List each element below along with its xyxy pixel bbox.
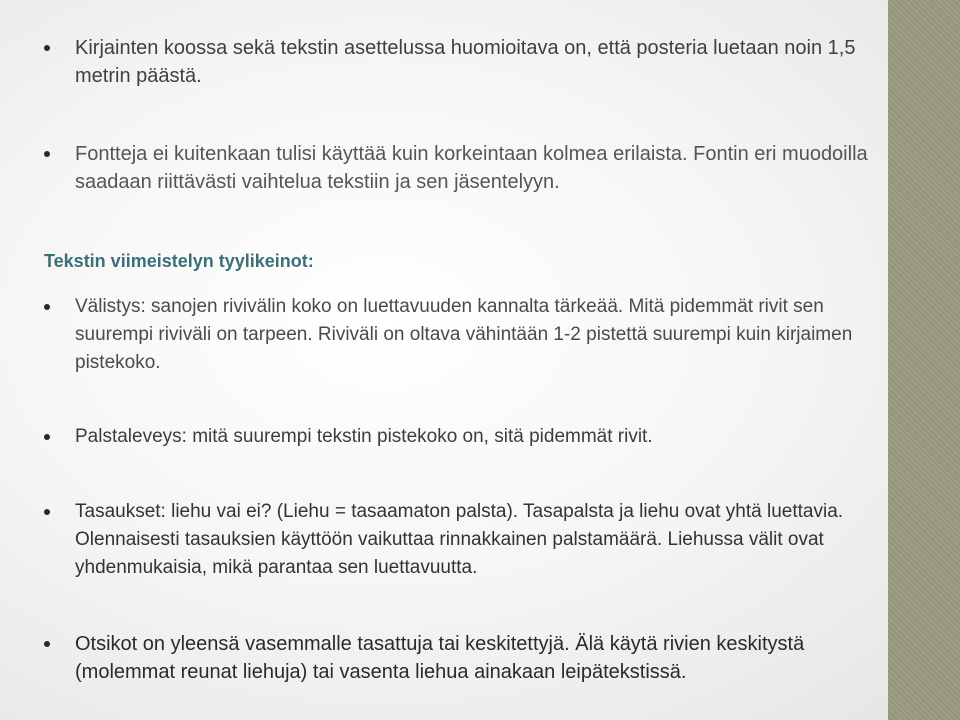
bullet-dot-icon (44, 304, 50, 310)
bullet-item-alignment (44, 498, 874, 582)
bullet-dot-icon (44, 151, 50, 157)
bullet-dot-icon (44, 434, 50, 440)
bullet-text: Välistys: sanojen rivivälin koko on luettavuuden kannalta tärkeää. Mitä pidemmät rivit sen suurempi riviväli on tarpeen. Riviväli on oltava vähintään 1-2 pistettä suurempi kuin kirjaimen pistekoko. (75, 296, 853, 373)
bullet-item-fonts (44, 140, 874, 196)
bullet-item-spacing (44, 293, 874, 377)
bullet-text: Tasaukset: liehu vai ei? (Liehu = tasaamaton palsta). Tasapalsta ja liehu ovat yhtä luettavia. Olennaisesti tasauksien käyttöön vaikuttaa rinnakkainen palstamäärä. Liehussa välit ovat yhdenmukaisia, mikä parantaa sen luettavuutta. (75, 501, 844, 578)
bullet-text: Fontteja ei kuitenkaan tulisi käyttää kuin korkeintaan kolmea erilaista. Fontin eri muodoilla saadaan riittävästi vaihtelua tekstiin ja sen jäsentelyyn. (75, 143, 868, 193)
bullet-dot-icon (44, 509, 50, 515)
section-heading: Tekstin viimeistelyn tyylikeinot: (44, 251, 314, 271)
bullet-text: Otsikot on yleensä vasemmalle tasattuja tai keskitettyjä. Älä käytä rivien keskitystä (molemmat reunat liehuja) tai vasenta liehua ainakaan leipätekstissä. (75, 633, 805, 683)
bullet-text: Palstaleveys: mitä suurempi tekstin pistekoko on, sitä pidemmät rivit. (75, 426, 653, 447)
slide-content (44, 34, 874, 686)
bullet-dot-icon (44, 641, 50, 647)
bullet-item-column-width (44, 423, 874, 451)
decorative-sidebar (888, 0, 960, 720)
bullet-dot-icon (44, 45, 50, 51)
bullet-item-viewing-distance (44, 34, 874, 90)
bullet-item-headings (44, 630, 874, 686)
bullet-text: Kirjainten koossa sekä tekstin asettelussa huomioitava on, että posteria luetaan noin 1,5 metrin päästä. (75, 37, 856, 87)
